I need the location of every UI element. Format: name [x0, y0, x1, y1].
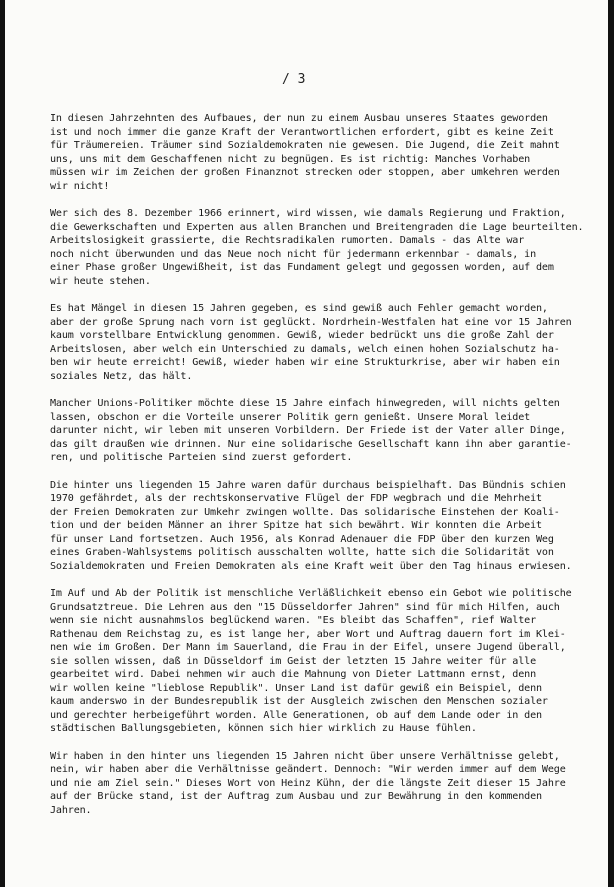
text-line: Arbeitslosen, aber welch ein Unterschied zu damals, welch einen hohen Sozialschutz ha- — [50, 343, 560, 355]
text-line: 1970 gefährdet, als der rechtskonservative Flügel der FDP wegbrach und die Mehrheit — [50, 493, 542, 504]
text-line: Sozialdemokraten und Freien Demokraten als eine Kraft weit über den Tag hinaus erwiesen. — [50, 560, 572, 572]
text-line: müssen wir im Zeichen der großen Finanznot strecken oder stoppen, aber umkehren werden — [50, 167, 560, 178]
text-line: Jahren. — [50, 804, 92, 816]
text-line: wenn sie nicht ausnahmslos beglückend waren. "Es bleibt das Schaffen", rief Walter — [50, 615, 537, 626]
text-line: Grundsatztreue. Die Lehren aus den "15 Düsseldorfer Jahren" sind für mich Hilfen, auch — [50, 601, 560, 613]
text-line: gearbeitet wird. Dabei nehmen wir auch die Mahnung von Dieter Lattmann ernst, denn — [50, 669, 537, 680]
text-line: Mancher Unions-Politiker möchte diese 15 Jahre einfach hinwegreden, will nichts gelten — [50, 398, 560, 409]
text-line: In diesen Jahrzehnten des Aufbaues, der nun zu einem Ausbau unseres Staates geworden — [50, 113, 548, 124]
text-line: für Träumereien. Träumer sind Sozialdemokraten nie gewesen. Die Jugend, die Zeit mahnt — [50, 140, 560, 151]
text-line: einer Phase großer Ungewißheit, ist das Fundament gelegt und gegossen worden, auf dem — [50, 262, 554, 273]
text-line: wir nicht! — [50, 180, 110, 192]
text-line: nein, wir haben aber die Verhältnisse geändert. Dennoch: "Wir werden immer auf dem Wege — [50, 764, 566, 775]
paragraph — [50, 397, 580, 465]
text-line: städtischen Ballungsgebieten, können sich hier wirklich zu Hause fühlen. — [50, 723, 477, 734]
paragraph — [50, 479, 580, 574]
text-line: eines Graben-Wahlsystems politisch ausschalten wollte, hatte sich die Solidarität von — [50, 547, 554, 558]
text-line: ren, und politische Parteien sind zuerst gefordert. — [50, 452, 353, 463]
text-line: aber der große Sprung nach vorn ist geglückt. Nordrhein-Westfalen hat eine vor 15 Jahren — [50, 316, 572, 328]
text-line: Rathenau dem Reichstag zu, es ist lange her, aber Wort und Auftrag dauern fort im Klei- — [50, 628, 566, 640]
body-text — [50, 112, 584, 831]
scan-border-right — [608, 0, 614, 887]
text-line: Arbeitslosigkeit grassierte, die Rechtsradikalen rumorten. Damals - das Alte war — [50, 235, 525, 246]
paragraph — [50, 587, 580, 736]
text-line: die Gewerkschaften und Experten aus allen Branchen und Breitengraden die Lage beurteilten. — [50, 221, 584, 233]
text-line: lassen, obschon er die Vorteile unserer Politik gern genießt. Unsere Moral leidet — [50, 411, 531, 423]
text-line: soziales Netz, das hält. — [50, 370, 193, 382]
paragraph — [50, 207, 584, 288]
scan-border-left — [0, 0, 5, 887]
text-line: wir wollen keine "lieblose Republik". Unser Land ist dafür gewiß ein Beispiel, denn — [50, 682, 542, 694]
paragraph — [50, 302, 580, 383]
text-line: kaum anderswo in der Bundesrepublik ist der Ausgleich zwischen den Menschen sozialer — [50, 696, 548, 707]
text-line: für unser Land fortsetzen. Auch 1956, als Konrad Adenauer die FDP über den kurzen Weg — [50, 533, 554, 545]
text-line: der Freien Demokraten zur Umkehr zwingen wollte. Das solidarische Einstehen der Koali- — [50, 506, 560, 518]
text-line: kaum vorstellbare Entwicklung genommen. Gewiß, wieder bedrückt uns die große Zahl der — [50, 330, 554, 341]
text-line: ist und noch immer die ganze Kraft der Verantwortlichen erfordert, gibt es keine Zeit — [50, 126, 554, 138]
text-line: wir heute stehen. — [50, 275, 151, 287]
text-line: Es hat Mängel in diesen 15 Jahren gegeben, es sind gewiß auch Fehler gemacht worden, — [50, 303, 548, 314]
text-line: Wir haben in den hinter uns liegenden 15 Jahren nicht über unsere Verhältnisse gelebt, — [50, 750, 560, 762]
text-line: Wer sich des 8. Dezember 1966 erinnert, wird wissen, wie damals Regierung und Fraktion, — [50, 208, 566, 219]
text-line: darunter nicht, wir leben mit unseren Vorbildern. Der Friede ist der Vater aller Dinge, — [50, 425, 566, 436]
text-line: ben wir heute erreicht! Gewiß, wieder haben wir eine Strukturkrise, aber wir haben ein — [50, 357, 560, 368]
text-line: das gilt draußen wie drinnen. Nur eine solidarische Gesellschaft kann ihn aber garantie- — [50, 438, 572, 450]
text-line: auf der Brücke stand, ist der Auftrag zum Ausbau und zur Bewährung in den kommenden — [50, 791, 542, 802]
text-line: Die hinter uns liegenden 15 Jahre waren dafür durchaus beispielhaft. Das Bündnis schien — [50, 479, 566, 491]
text-line: sie sollen wissen, daß in Düsseldorf im Geist der letzten 15 Jahre weiter für alle — [50, 655, 537, 667]
text-line: und nie am Ziel sein." Dieses Wort von Heinz Kühn, der die längste Zeit dieser 15 Jahre — [50, 777, 566, 789]
paragraph — [50, 112, 580, 193]
text-line: tion und der beiden Männer an ihrer Spitze hat sich bewährt. Wir konnten die Arbeit — [50, 520, 542, 531]
text-line: und gerechter herbeigeführt worden. Alle Generationen, ob auf dem Lande oder in den — [50, 709, 542, 721]
text-line: noch nicht überwunden und das Neue noch nicht für jedermann erkennbar - damals, in — [50, 248, 537, 260]
paragraph — [50, 750, 580, 818]
text-line: uns, uns mit dem Geschaffenen nicht zu begnügen. Es ist richtig: Manches Vorhaben — [50, 153, 531, 165]
text-line: nen wie im Großen. Der Mann im Sauerland, die Frau in der Eifel, unsere Jugend überall, — [50, 642, 566, 653]
text-line: Im Auf und Ab der Politik ist menschliche Verläßlichkeit ebenso ein Gebot wie politische — [50, 588, 572, 599]
page-number: / 3 — [282, 72, 306, 87]
